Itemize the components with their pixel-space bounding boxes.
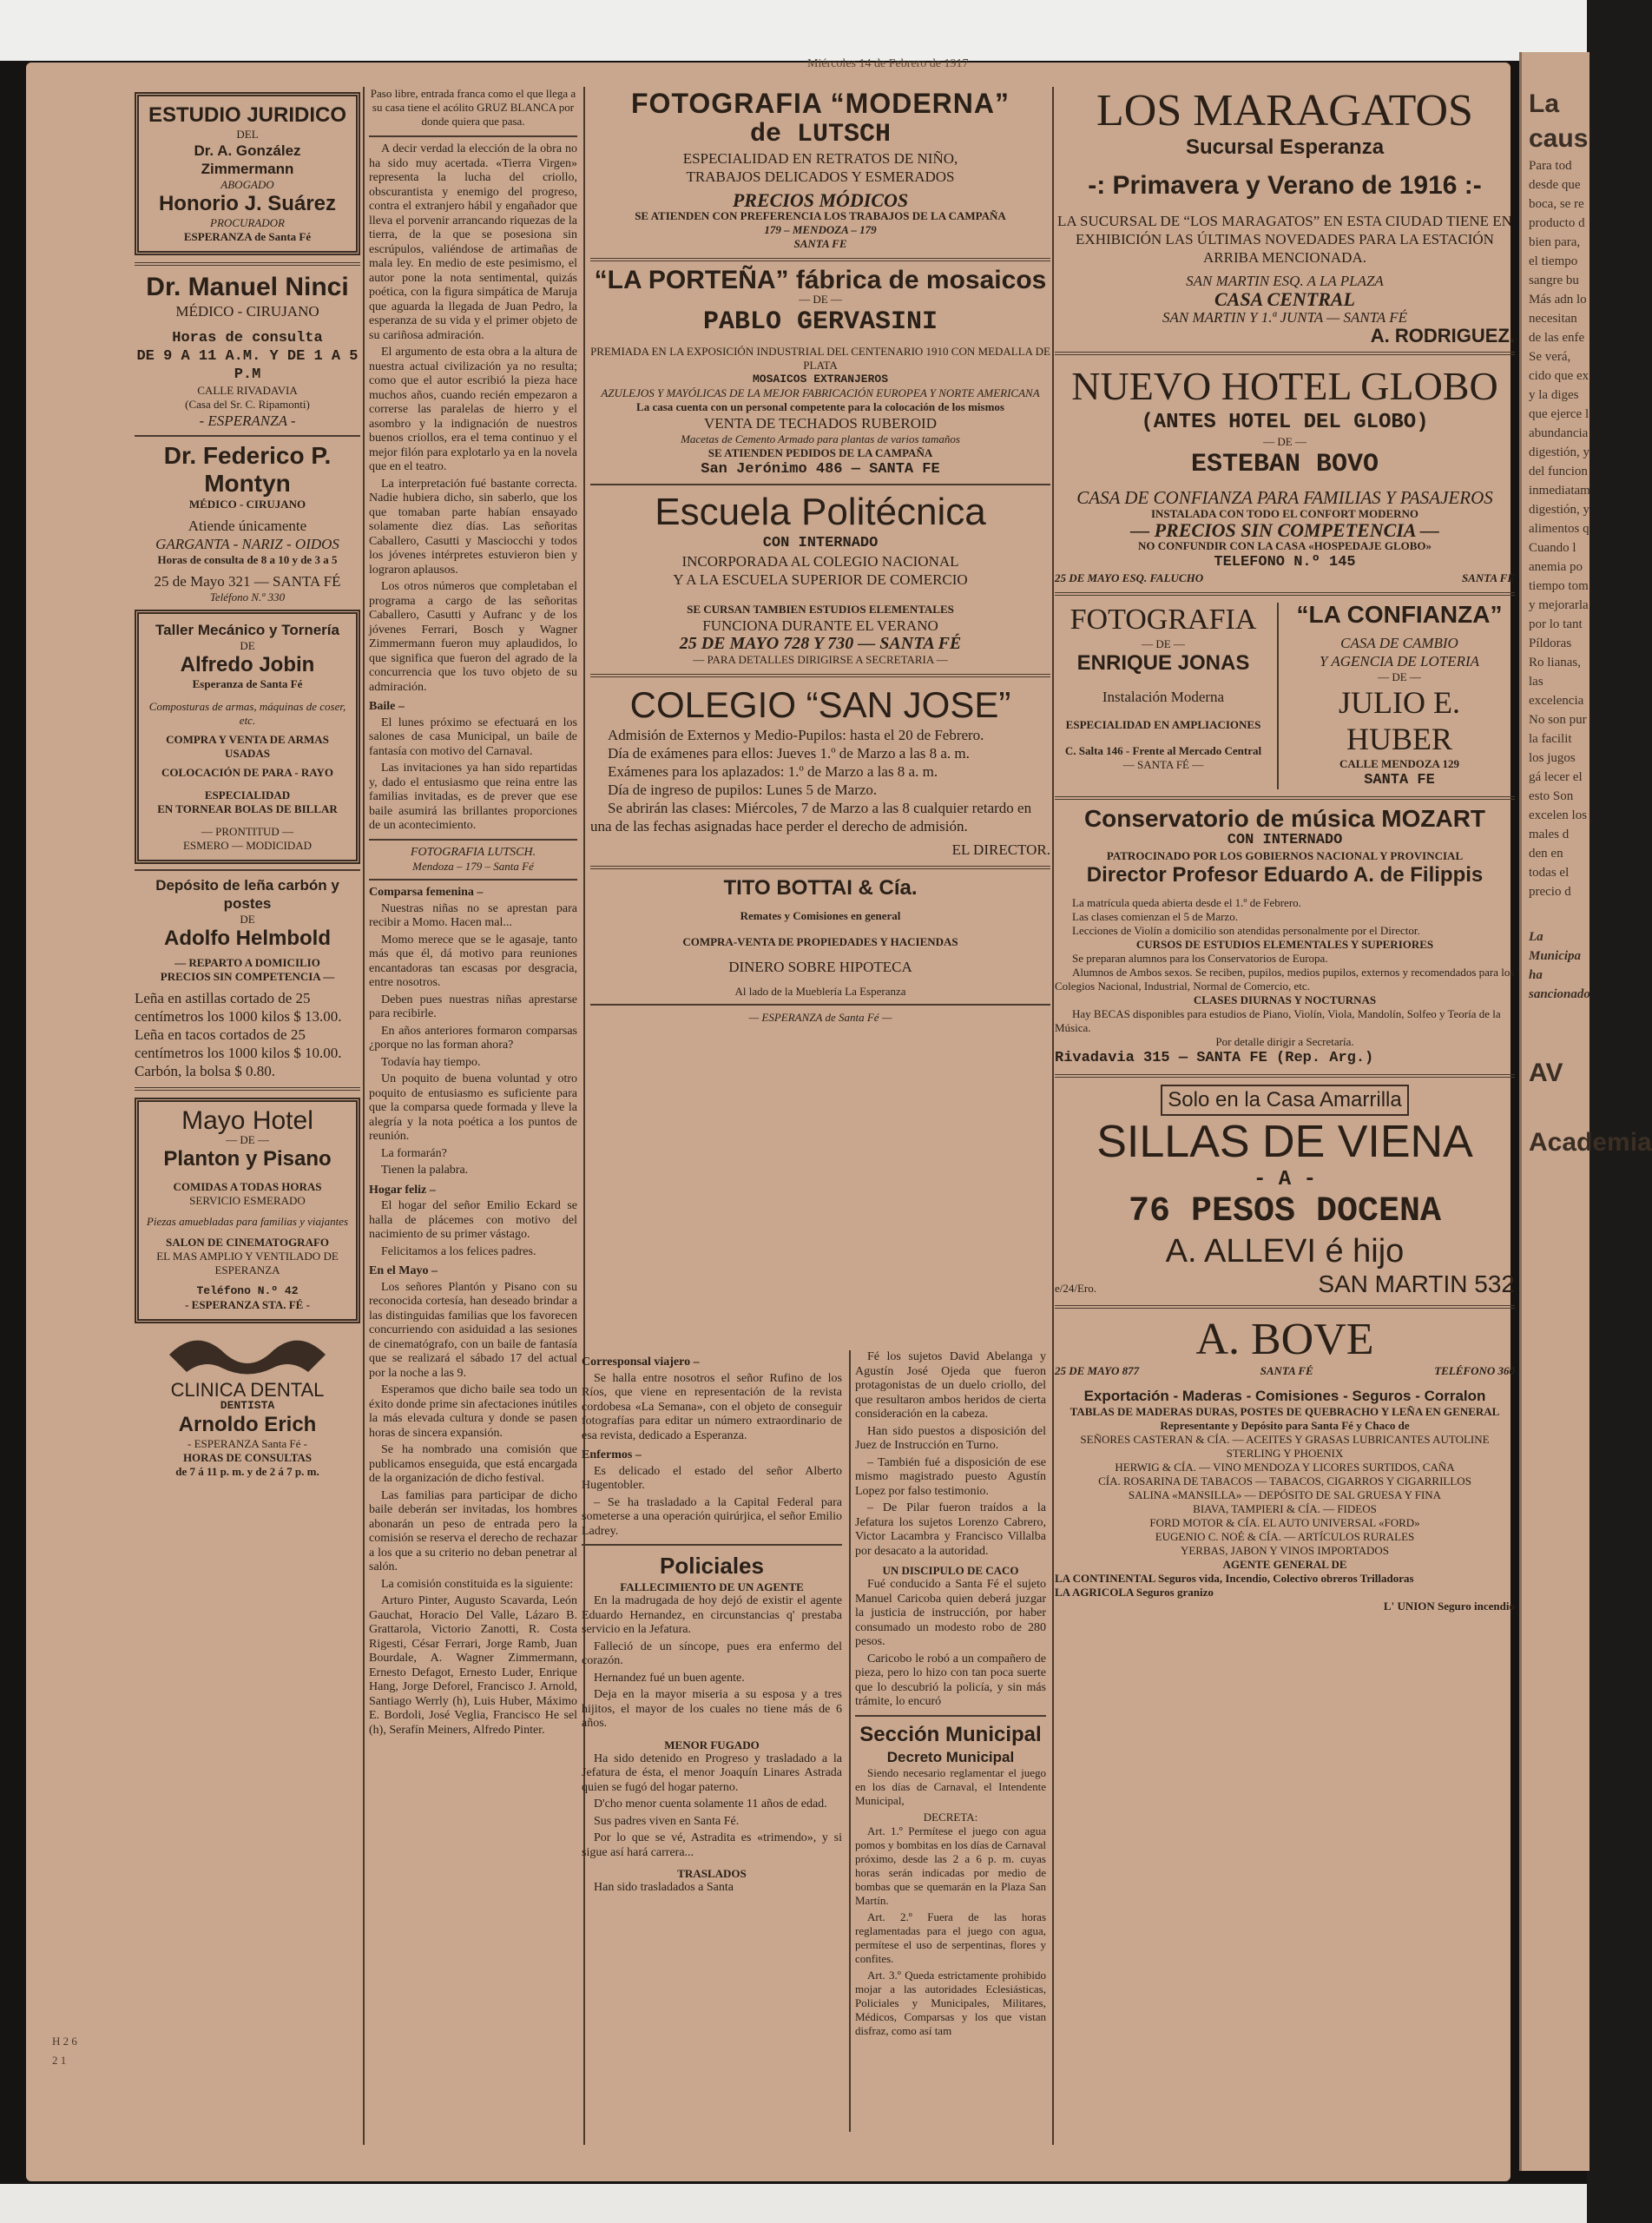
column-4 [1055, 87, 1515, 2171]
paragraph: Fé los sujetos David Abelanga y Agustín José Ojeda que fueron protagonistas de un duelo criollo, del que resultaron ambos heridos de cierta consideración en la cabeza. [855, 1350, 1046, 1421]
paragraph: Momo merece que se le agasaje, tanto más que él, dá motivo para reuniones encantadoras tan escasas por desgracia, entre nosotros. [369, 933, 577, 989]
column-rule [363, 87, 365, 2145]
facing-heading-2: La Municipa ha sancionado [1529, 930, 1590, 1001]
paragraph: Ha sido detenido en Progreso y trasladado a la Jefatura de ésta, el menor Joaquín Linares Astrada quien se fugó del hogar paterno. [582, 1751, 842, 1794]
facing-heading-4: Academia [1529, 1128, 1652, 1157]
paragraph: La formarán? [381, 1146, 447, 1160]
paragraph: En años anteriores formaron comparsas ¿porque no las forman ahora? [369, 1024, 577, 1052]
column-3-ads [590, 87, 1050, 1346]
paragraph: Han sido trasladados a Santa [594, 1881, 734, 1894]
paragraph: Deja en la mayor miseria a su esposa y a tres hijitos, el mayor de los cuales no tiene más de 6 años. [582, 1688, 842, 1730]
dental-emblem-icon [161, 1329, 334, 1381]
ad-la-confianza: “LA CONFIANZA” CASA DE CAMBIO Y AGENCIA DE LOTERIA — DE — JULIO E. HUBER CALLE MENDOZA 129 SANTA FE [1296, 601, 1503, 788]
section-heading: Baile – [369, 700, 405, 713]
paragraph: Esperamos que dicho baile sea todo un éxito donde prime sin afectaciones inútiles la más elevada cultura y donde se pasen horas de sincera expansión. [369, 1383, 577, 1440]
dateline: — ESPERANZA de Santa Fé — [748, 1011, 892, 1024]
divider [135, 869, 360, 871]
paragraph: Hernandez fué un buen agente. [594, 1671, 745, 1685]
column-2: Paso libre, entrada franca como el que llega a su casa tiene el acólito GRUZ BLANCA por donde quiera que pasa. A decir verdad la elección de la obra no ha sido muy acertada. «Tierra Virgen» representa la lucha del criollo, obscurantista y enemigo del progreso, contra el extranjero hábil y engañador que lleva el porvenir arrancando riquezas de la tierra, de la que se posesiona sin escrúpulos, valiéndose de artimañas de mala ley. En medio de este pesimismo, el autor pone la nota sentimental, quizás poética, con la figura simpática de Maruja que aguarda la llegada de Juan Pedro, la esperanza de su vida y el primer objeto de su cariñosa admiración. El argumento de esta obra a la altura de nuestra actual civilización ya no resulta; como que el autor escribió la pieza hace muchos años, cuando recién empezaron a correrse las paralelas de hierro y el asombro y la indignación de nuestros buenos criollos, era el tema continuo y el mejor filón para explotarlo ya en la novela que en el teatro. La interpretación fué bastante correcta. Nadie hubiera dicho, sin saberlo, que los que tomaban parte habían ensayado solamente diez días. Las señoritas Caballero, Casutti y Masciocchi y todos los jóvenes intérpretes estuvieron bien y lograron aplausos. Los otros números que completaban el programa a cargo de las señoritas Caballero, Casutti y Aufranc y de los jóvenes Ferrari, Bosch y Wagner Zimmermann fueron muy aplaudidos, lo que significa que fueron del agrado de la concurrencia que los tuvo objeto de su admiración. Baile – El lunes próximo se efectuará en los salones de casa Municipal, un baile de fantasía con motivo del Carnaval. Las invitaciones ya han sido repartidas y, dado el entusiasmo que reina entre las familias invitadas, es de prever que ese baile asumirá las brillantes proporciones de un acontecimiento. FOTOGRAFIA LUTSCH. Mendoza – 179 – Santa Fé Comparsa femenina – Nuestras niñas no se aprestan para recibir a Momo. Hacen mal... Momo merece que se le agasaje, tanto más que él, dá motivo para reuniones encantadoras tan escasas por desgracia, entre nosotros. Deben pues nuestras niñas aprestarse para recibirle. En años anteriores formaron comparsas ¿porque no las forman ahora? Todavía hay tiempo. Un poquito de buena voluntad y otro poquito de entusiasmo es suficiente para que la comparsa quede formada y lleve la alegría y la nota poética a los puntos de reunión. La formarán? Tienen la palabra. Hogar feliz – El hogar del señor Emilio Eckard se halla de plácemes con motivo del nacimiento de su primer vástago. Felicitamos a los felices padres. En el Mayo – Los señores Plantón y Pisano con su reconocida cortesía, han deseado brindar a las distinguidas familias que los favorecen concurriendo con asiduidad a las sesiones de cinematógrafo, con un baile de fantasía que se realizará el sábado 17 del actual por la noche a las 9. Esperamos que dicho baile sea todo un éxito donde prime sin afectaciones inútiles la más elevada cultura y donde se pasen horas de sincera expansión. Se ha nombrado una comisión que publicamos enseguida, que está encargada de la organización de dicho festival. Las familias para participar de dicho baile deberán ser invitadas, los hombres abonarán un peso de entrada pero la comisión se reserva el derecho de rechazar a los que a su criterio no deban penetrar al salón. La comisión constituida es la siguiente: Arturo Pinter, Augusto Scavarda, León Gauchat, Horacio Del Valle, Lázaro B. Grattarola, Victorio Zanotti, R. Costa Rigesti, César Ferrari, Jorge Ramb, Juan Bourdale, A. Wagner Zimmermann, Ernesto Defagot, Ernesto Luder, Enrique Hang, Jorge Deforel, Francisco J. Arnold, Santiago Werrly (h), Luis Huber, Máximo E. Bordoli, José Veglia, Francisco He sel (h), Serafín Meiners, Alfredo Pinter. [369, 87, 577, 1737]
paragraph: Se halla entre nosotros el señor Rufino de los Ríos, que viene en representación de la revista cordobesa «La Semana», con el objeto de conseguir fotografías para editar un número extraordinario de esa revista, dedicado a Esperanza. [582, 1371, 842, 1442]
divider [1055, 1074, 1515, 1078]
ad-fotografia-moderna: FOTOGRAFIA “MODERNA” de LUTSCH ESPECIALIDAD EN RETRATOS DE NIÑO, TRABAJOS DELICADOS Y ESMERADOS PRECIOS MÓDICOS SE ATIENDEN CON PREFERENCIA LOS TRABAJOS DE LA CAMPAÑA 179 – MENDOZA – 179 SANTA FE [631, 88, 1010, 250]
paragraph: Es delicado el estado del señor Alberto Hugentobler. [582, 1464, 842, 1492]
ad-taller-mecanico: Taller Mecánico y Tornería DE Alfredo Jobin Esperanza de Santa Fé Composturas de armas, máquinas de coser, etc. COMPRA Y VENTA DE ARMAS USADAS COLOCACIÓN DE PARA - RAYO ESPECIALIDAD EN TORNEAR BOLAS DE BILLAR — PRONTITUD — ESMERO — MODICIDAD [135, 610, 360, 864]
ad-federico-montyn: Dr. Federico P. Montyn MÉDICO - CIRUJANO Atiende únicamente GARGANTA - NARIZ - OIDOS Horas de consulta de 8 a 10 y de 3 a 5 25 de Mayo 321 — SANTA FÉ Teléfono N.º 330 [154, 442, 341, 604]
scan-bottom-margin [0, 2184, 1587, 2223]
paragraph: Art. 3.º Queda estrictamente prohibido mojar a las autoridades Eclesiásticas, Policiales y Municipales, Militares, Médicos, Comparsas y los que vistan disfraz, como así tam [855, 1968, 1046, 2037]
paragraph: Fué conducido a Santa Fé el sujeto Manuel Caricoba quien deberá juzgar la justicia de instrucción, por haber consumado un modesto robo de 280 pesos. [855, 1578, 1046, 1648]
ad-clinica-dental: CLINICA DENTAL DENTISTA Arnoldo Erich - ESPERANZA Santa Fé - HORAS DE CONSULTAS de 7 á 11 p. m. y de 2 á 7 p. m. [135, 1329, 360, 1479]
date-line: Miércoles 14 de Febrero de 1917 [807, 57, 969, 70]
divider [590, 484, 1050, 485]
paragraph: Tienen la palabra. [381, 1164, 469, 1177]
divider [369, 839, 577, 841]
paragraph: Arturo Pinter, Augusto Scavarda, León Gauchat, Horacio Del Valle, Lázaro B. Grattarola, Victorio Zanotti, R. Costa Rigesti, César Ferrari, Jorge Ramb, Juan Bourdale, A. Wagner Zimmermann, Ernesto Defagot, Ernesto Luder, Enrique Hang, Jorge Deforel, Francisco J. Arnold, Santiago Werrly (h), Luis Huber, Máximo E. Bordoli, José Veglia, Francisco He sel (h), Serafín Meiners, Alfredo Pinter. [369, 1594, 577, 1737]
paragraph: D'cho menor cuenta solamente 11 años de edad. [594, 1798, 827, 1811]
section-heading: Comparsa femenina – [369, 886, 484, 899]
divider [582, 1544, 842, 1546]
section-heading: En el Mayo – [369, 1264, 438, 1277]
paragraph: Por lo que se vé, Astradita es «trimendo», y si sigue así hará carrera... [582, 1831, 842, 1859]
archive-stamp: H 2 6 2 1 [52, 2035, 77, 2067]
ad-los-maragatos: LOS MARAGATOS Sucursal Esperanza -: Primavera y Verano de 1916 :- LA SUCURSAL DE “LOS MARAGATOS” EN ESTA CIUDAD TIENE EN EXHIBICIÓN LAS ÚLTIMAS NOVEDADES PARA LA ESTACIÓN ARRIBA MENCIONADA. SAN MARTIN ESQ. A LA PLAZA CASA CENTRAL SAN MARTIN Y 1.ª JUNTA — SANTA FÉ A. RODRIGUEZ. [1057, 86, 1515, 346]
paragraph: Nuestras niñas no se aprestan para recibir a Momo. Hacen mal... [369, 901, 577, 929]
paragraph: Art. 2.º Fuera de las horas reglamentadas para el juego con agua, permítese el uso de serpentinas, flores y confites. [855, 1910, 1046, 1965]
fotografia-lutsch-ad: FOTOGRAFIA LUTSCH. [410, 845, 536, 859]
scan-top-margin [0, 0, 1587, 61]
ad-conservatorio-mozart: Conservatorio de música MOZART CON INTERNADO PATROCINADO POR LOS GOBIERNOS NACIONAL Y PROVINCIAL Director Profesor Eduardo A. de Filippis La matrícula queda abierta desde el 1.º de Febrero. Las clases comienzan el 5 de Marzo. Lecciones de Violín a domicilio son atendidas personalmente por el Director. CURSOS DE ESTUDIOS ELEMENTALES Y SUPERIORES Se preparan alumnos para los Conservatorios de Europa. Alumnos de Ambos sexos. Se reciben, pupilos, medios pupilos, externos y recomendados para los Colegios Nacional, Industrial, Normal de Comercio, etc. CLASES DIURNAS Y NOCTURNAS Hay BECAS disponibles para estudios de Piano, Violín, Viola, Mandolín, Solfeo y Teoría de la Música. Por detalle dirigir a Secretaría. Rivadavia 315 — SANTA FE (Rep. Arg.) [1055, 805, 1515, 1066]
paragraph: El hogar del señor Emilio Eckard se halla de plácemes con motivo del nacimiento de su primer vástago. [369, 1199, 577, 1241]
ad-sillas-de-viena: Solo en la Casa Amarrilla SILLAS DE VIENA - A - 76 PESOS DOCENA A. ALLEVI é hijo e/24/Ero. SAN MARTIN 532 [1055, 1085, 1515, 1298]
paragraph: Las invitaciones ya han sido repartidas y, dado el entusiasmo que reina entre las familias invitadas, es de prever que ese baile asumirá las brillantes proporciones de un acontecimiento. [369, 762, 577, 832]
column-3-news-right: Fé los sujetos David Abelanga y Agustín José Ojeda que fueron protagonistas de un duelo criollo, del que resultaron ambos heridos de cierta consideración en la cabeza. Han sido puestos a disposición del Juez de Instrucción en Turno. – También fué a disposición de ese mismo magistrado puesto Agustín Lopez por falso testimonio. – De Pilar fueron traídos a la Jefatura los sujetos Lorenzo Cabrero, Victor Lacambra y Francisco Villalba por desacato a la autoridad. UN DISCIPULO DE CACO Fué conducido a Santa Fé el sujeto Manuel Caricoba quien deberá juzgar la justicia de instrucción, por haber consumado un modesto robo de 280 pesos. Caricobo le robó a un compañero de pieza, pero lo hizo con tan poca suerte que lo descubrió la policía, y sin más trámite, lo encuró Sección Municipal Decreto Municipal Siendo necesario reglamentar el juego en los días de Carnaval, el Intendente Municipal, DECRETA: Art. 1.º Permítese el juego con agua pomos y bombitas en los días de Carnaval próximo, desde las 2 a 6 p. m. cuyas horas serán indicadas por medio de bombas que se quemarán en la Plaza San Martín. Art. 2.º Fuera de las horas reglamentadas para el juego con agua, permítese el uso de serpentinas, flores y confites. Art. 3.º Queda estrictamente prohibido mojar a las autoridades Eclesiásticas, Policiales y Municipales, Militares, Médicos, Comparsas y los que vistan disfraz, como así tam [855, 1350, 1046, 2037]
paragraph: Los señores Plantón y Pisano con su reconocida cortesía, han deseado brindar a las distinguidas familias que los favorecen concurriendo con asiduidad a las sesiones de cinematógrafo, con un baile de fantasía que se realizará el sábado 17 del actual por la noche a las 9. [369, 1280, 577, 1380]
divider [1055, 796, 1515, 800]
section-heading: Hogar feliz – [369, 1183, 436, 1197]
paragraph: El argumento de esta obra a la altura de nuestra actual civilización ya no resulta; como que el autor escribió la pieza hace muchos años, cuando recién empezaron a correrse las paralelas de hierro y el asombro y la indignación de nuestros buenos criollos, era el tema continuo y el mejor filón para explotarlo ya en la novela que en el teatro. [369, 346, 577, 473]
paragraph: Deben pues nuestras niñas aprestarse para recibirle. [369, 993, 577, 1020]
divider [590, 674, 1050, 677]
ad-mayo-hotel: Mayo Hotel — DE — Planton y Pisano COMIDAS A TODAS HORAS SERVICIO ESMERADO Piezas amuebladas para familias y viajantes SALON DE CINEMATOGRAFO EL MAS AMPLIO Y VENTILADO DE ESPERANZA Teléfono N.º 42 - ESPERANZA STA. FÉ - [135, 1098, 360, 1323]
divider [590, 1004, 1050, 1006]
paragraph: – También fué a disposición de ese mismo magistrado puesto Agustín Lopez por falso testimonio. [855, 1455, 1046, 1498]
divider [135, 435, 360, 437]
divider [369, 135, 577, 137]
column-rule [849, 1350, 851, 2132]
paragraph: Las familias para participar de dicho baile deberán ser invitadas, los hombres abonarán un peso de entrada pero la comisión se reserva el derecho de rechazar a los que a su criterio no deban penetrar al salón. [369, 1488, 577, 1573]
divider [369, 879, 577, 881]
facing-page [1519, 52, 1652, 2171]
facing-text: Para tod desde que boca, se re producto d bien para, el tiempo sangre bu Más adn lo necesitan de las enfe Se verá, cido que ex y la diges que ejerce l abundancia digestión, y del funcion inmediatam digestión, y alimentos q Cuando l anemia po tiempo tom y mejorarla por lo tant Píldoras Ro lianas, las excelencia No son pur la facilit los jugos gá lecer el esto Son excelen los males d den en todas el precio d [1529, 159, 1590, 899]
ad-adolfo-helmbold: Depósito de leña carbón y postes DE Adolfo Helmbold — REPARTO A DOMICILIO PRECIOS SIN COMPETENCIA — Leña en astillas cortado de 25 centímetros los 1000 kilos $ 13.00. Leña en tacos cortados de 25 centímetros los 1000 kilos $ 10.00. Carbón, la bolsa $ 0.80. [135, 877, 342, 1079]
column-3-news-left: Corresponsal viajero – Se halla entre nosotros el señor Rufino de los Ríos, que viene en representación de la revista cordobesa «La Semana», con el objeto de conseguir fotografías para editar un número extraordinario de esa revista, dedicado a Esperanza. Enfermos – Es delicado el estado del señor Alberto Hugentobler. – Se ha trasladado a la Capital Federal para someterse a una operación quirúrjica, el señor Emilio Ladrey. Policiales FALLECIMIENTO DE UN AGENTE En la madrugada de hoy dejó de existir el agente Eduardo Hernandez, en circunstancias q' prestaba servicio en la Jefatura. Falleció de un síncope, pues era enfermo del corazón. Hernandez fué un buen agente. Deja en la mayor miseria a su esposa y a tres hijitos, el mayor de los cuales no tiene más de 6 años. MENOR FUGADO Ha sido detenido en Progreso y trasladado a la Jefatura de ésta, el menor Joaquín Linares Astrada quien se fugó del hogar paterno. D'cho menor cuenta solamente 11 años de edad. Sus padres viven en Santa Fé. Por lo que se vé, Astradita es «trimendo», y si sigue así hará carrera... TRASLADOS Han sido trasladados a Santa [582, 1356, 842, 1894]
divider [1055, 352, 1515, 355]
facing-heading-3: AV [1529, 1059, 1563, 1087]
divider [590, 258, 1050, 261]
paragraph: El lunes próximo se efectuará en los salones de casa Municipal, un baile de fantasía con motivo del Carnaval. [369, 716, 577, 758]
divider [855, 1715, 1046, 1717]
intro-note: Paso libre, entrada franca como el que llega a su casa tiene el acólito GRUZ BLANCA por donde quiera que pasa. [370, 87, 576, 128]
paragraph: Caricobo le robó a un compañero de pieza, pero lo hizo con tan poca suerte que lo descubrió la policía, y sin más trámite, lo encuró [855, 1652, 1046, 1708]
section-title-policiales: Policiales [660, 1553, 764, 1579]
paragraph: La interpretación fué bastante correcta. Nadie hubiera dicho, sin saberlo, que los que tomaban parte habían ensayado solamente diez días. Las señoritas Caballero, Casutti y Masciocchi y todos los jóvenes intérpretes estuvieron bien y lograron aplausos. [369, 477, 577, 577]
column-rule [1052, 87, 1054, 2145]
divider [135, 1087, 360, 1091]
paragraph: Han sido puestos a disposición del Juez de Instrucción en Turno. [855, 1424, 1046, 1452]
paragraph: La comisión constituida es la siguiente: [381, 1577, 574, 1591]
paragraph: Felicitamos a los felices padres. [381, 1244, 536, 1258]
ad-colegio-san-jose: COLEGIO “SAN JOSE” Admisión de Externos y Medio-Pupilos: hasta el 20 de Febrero. Día de exámenes para ellos: Jueves 1.º de Marzo a las 8 a. m. Exámenes para los aplazados: 1.º de Marzo a las 8 a. m. Día de ingreso de pupilos: Lunes 5 de Marzo. Se abrirán las clases: Miércoles, 7 de Marzo a las 8 cualquier retardo en una de las fechas asignadas hace perder el derecho de admisión. EL DIRECTOR. [590, 684, 1050, 858]
ad-la-portena: “LA PORTEÑA” fábrica de mosaicos — DE — PABLO GERVASINI PREMIADA EN LA EXPOSICIÓN INDUSTRIAL DEL CENTENARIO 1910 CON MEDALLA DE PLATA MOSAICOS EXTRANJEROS AZULEJOS Y MAYÓLICAS DE LA MEJOR FABRICACIÓN EUROPEA Y NORTE AMERICANA La casa cuenta con un personal competente para la colocación de los mismos VENTA DE TECHADOS RUBEROID Macetas de Cemento Armado para plantas de varios tamaños SE ATIENDEN PEDIDOS DE LA CAMPAÑA San Jerónimo 486 — SANTA FE [590, 266, 1050, 478]
ad-fotografia-jonas: FOTOGRAFIA — DE — ENRIQUE JONAS Instalación Moderna ESPECIALIDAD EN AMPLIACIONES C. Salta 146 - Frente al Mercado Central — SANTA FÉ — [1055, 603, 1279, 789]
paragraph: Todavía hay tiempo. [381, 1055, 481, 1069]
ad-nuevo-hotel-globo: NUEVO HOTEL GLOBO (ANTES HOTEL DEL GLOBO) — DE — ESTEBAN BOVO CASA DE CONFIANZA PARA FAMILIAS Y PASAJEROS INSTALADA CON TODO EL CONFORT MODERNO — PRECIOS SIN COMPETENCIA — NO CONFUNDIR CON LA CASA «HOSPEDAJE GLOBO» TELEFONO N.º 145 25 DE MAYO ESQ. FALUCHO SANTA FE [1055, 364, 1515, 584]
paragraph: Art. 1.º Permítese el juego con agua pomos y bombitas en los días de Carnaval próximo, desde las 2 a 6 p. m. cuyas horas serán indicadas por medio de bombas que se quemarán en la Plaza San Martín. [855, 1824, 1046, 1907]
paragraph: A decir verdad la elección de la obra no ha sido muy acertada. «Tierra Virgen» representa la lucha del criollo, obscurantista y enemigo del progreso, contra el extranjero hábil y engañador que lleva el porvenir arrancando riquezas de la tierra, de la que se posesiona sin escrúpulos, valiéndose de artimañas de mala ley. En medio de este pesimismo, el autor pone la nota sentimental, quizás poética, con la figura simpática de Maruja que aguarda la llegada de Juan Pedro, la esperanza de su vida y el primer objeto de su cariñosa admiración. [369, 142, 577, 342]
paragraph: En la madrugada de hoy dejó de existir el agente Eduardo Hernandez, en circunstancias q' prestaba servicio en la Jefatura. [582, 1594, 842, 1636]
ad-manuel-ninci: Dr. Manuel Ninci MÉDICO - CIRUJANO Horas de consulta DE 9 A 11 A.M. Y DE 1 A 5 P.M CALLE RIVADAVIA (Casa del Sr. C. Ripamonti) - ESPERANZA - [136, 273, 359, 429]
paragraph: Siendo necesario reglamentar el juego en los días de Carnaval, el Intendente Municipal, [855, 1765, 1046, 1807]
ad-a-bove: A. BOVE 25 DE MAYO 877 SANTA FÉ TELÉFONO 360 Exportación - Maderas - Comisiones - Seguros - Corralon TABLAS DE MADERAS DURAS, POSTES DE QUEBRACHO Y LEÑA EN GENERAL Representante y Depósito para Santa Fé y Chaco de SEÑORES CASTERAN & CÍA. — ACEITES Y GRASAS LUBRICANTES AUTOLINE STERLING Y PHOENIX HERWIG & CÍA. — VINO MENDOZA Y LICORES SURTIDOS, CAÑA CÍA. ROSARINA DE TABACOS — TABACOS, CIGARROS Y CIGARRILLOS SALINA «MANSILLA» — DEPÓSITO DE SAL GRUESA Y FINA BIAVA, TAMPIERI & CÍA. — FIDEOS FORD MOTOR & CÍA. EL AUTO UNIVERSAL «FORD» EUGENIO C. NOÉ & CÍA. — ARTÍCULOS RURALES YERBAS, JABON Y VINOS IMPORTADOS AGENTE GENERAL DE LA CONTINENTAL Seguros vida, Incendio, Colectivo obreros Trilladoras LA AGRICOLA Seguros granizo L' UNION Seguro incendio [1055, 1315, 1515, 1613]
column-1 [135, 87, 360, 2171]
divider [1055, 592, 1515, 596]
paragraph: Los otros números que completaban el programa a cargo de las señoritas Caballero, Casutti y Aufranc y de los jóvenes Ferrari, Bosch y Wagner Zimmermann fueron muy aplaudidos, lo que significa que fueron del agrado de la concurrencia que los tuvo objeto de su admiración. [369, 580, 577, 694]
ad-estudio-juridico: ESTUDIO JURIDICO DEL Dr. A. González Zimmermann ABOGADO Honorio J. Suárez PROCURADOR ESPERANZA de Santa Fé [135, 92, 360, 255]
paragraph: Un poquito de buena voluntad y otro poquito de entusiasmo es suficiente para que la comparsa quede formada y lleve la alegría y la nota poética a los puntos de reunión. [369, 1072, 577, 1143]
paragraph: Falleció de un síncope, pues era enfermo del corazón. [582, 1639, 842, 1667]
facing-heading: La caus [1529, 89, 1589, 153]
paragraph: Se ha nombrado una comisión que publicamos enseguida, que está encargada de la organización de dicho festival. [369, 1443, 577, 1485]
paragraph: – Se ha trasladado a la Capital Federal para someterse a una operación quirúrjica, el señor Emilio Ladrey. [582, 1495, 842, 1538]
paragraph: Sus padres viven en Santa Fé. [594, 1814, 740, 1828]
paragraph: – De Pilar fueron traídos a la Jefatura los sujetos Lorenzo Cabrero, Victor Lacambra y Francisco Villalba por desacato a la autoridad. [855, 1501, 1046, 1558]
section-title-municipal: Sección Municipal [859, 1722, 1042, 1746]
divider [135, 262, 360, 266]
ad-escuela-politecnica: Escuela Politécnica CON INTERNADO INCORPORADA AL COLEGIO NACIONAL Y A LA ESCUELA SUPERIOR DE COMERCIO SE CURSAN TAMBIEN ESTUDIOS ELEMENTALES FUNCIONA DURANTE EL VERANO 25 DE MAYO 728 Y 730 — SANTA FÉ — PARA DETALLES DIRIGIRSE A SECRETARIA — [655, 491, 986, 666]
divider [1055, 1305, 1515, 1309]
ad-tito-bottai: TITO BOTTAI & Cía. Remates y Comisiones en general COMPRA-VENTA DE PROPIEDADES Y HACIENDAS DINERO SOBRE HIPOTECA Al lado de la Mueblería La Esperanza [682, 876, 958, 998]
divider [590, 866, 1050, 869]
